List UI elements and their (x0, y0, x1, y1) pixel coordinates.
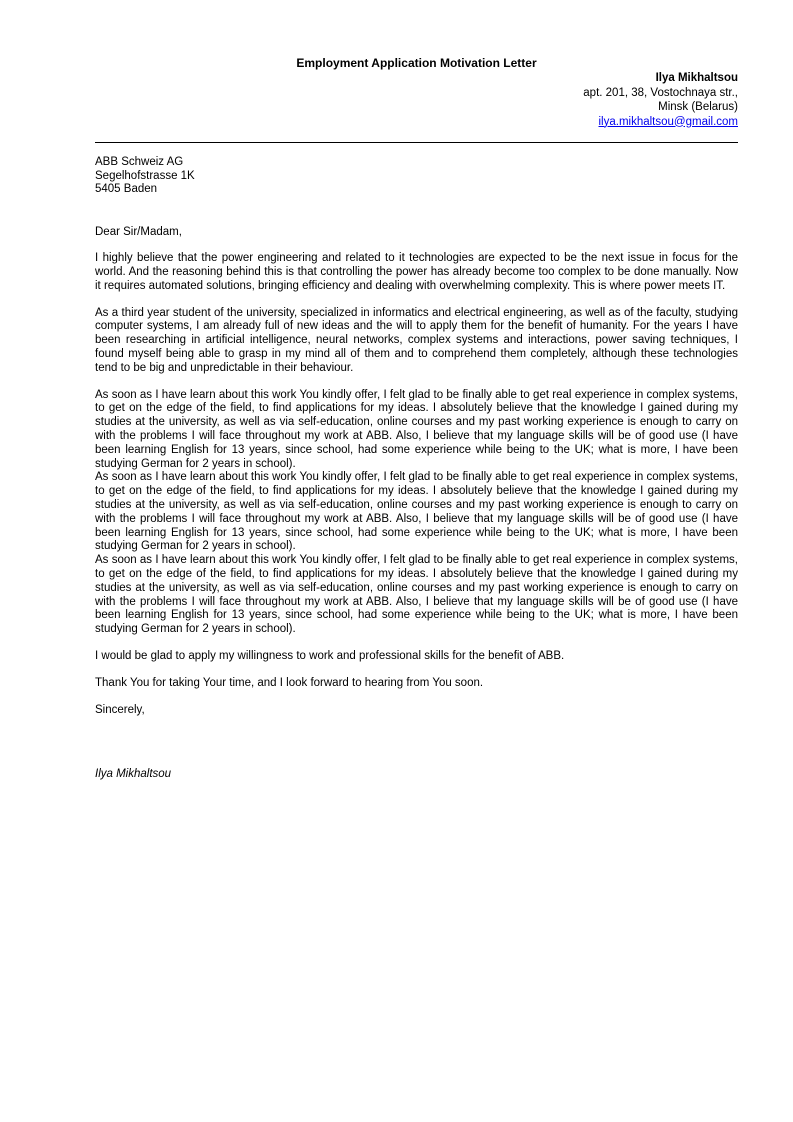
body-paragraph-1: I highly believe that the power engineering and related to it technologies are expected to be the next issue in focus for the world. And the reasoning behind this is that controlling the power has already become too complex to be done manually. Now it requires automated solutions, bringing efficiency and dealing with overwhelming complexity. This is where power meets IT. (95, 252, 738, 292)
sender-block (95, 71, 738, 129)
body-paragraph-7: Thank You for taking Your time, and I look forward to hearing from You soon. (95, 676, 484, 689)
header-divider (95, 142, 738, 143)
body-paragraph-5: As soon as I have learn about this work You kindly offer, I felt glad to be finally able to get real experience in complex systems, to get on the edge of the field, to find applications for my ideas. I absolutely believe that the knowledge I gained during my studies at the university, as well as via self-education, online courses and my past working experience is enough to carry on with the problems I will face throughout my work at ABB. Also, I believe that my language skills will be of good use (I have been learning English for 13 years, since school, had some experience while being to the UK; what is more, I have been studying German for 2 years in school). (95, 554, 738, 636)
body-paragraph-2: As a third year student of the university, specialized in informatics and electrical engineering, as well as of the faculty, studying computer systems, I am already full of new ideas and the will to apply them for the benefit of humanity. For the years I have been researching in artificial intelligence, neural networks, complex systems and interactions, power saving techniques, I found myself being able to grasp in my mind all of them and to comprehend them completely, although these technologies tend to be big and unpredictable in their behaviour. (95, 306, 738, 374)
letter-page (95, 56, 738, 782)
sender-email-link[interactable]: ilya.mikhaltsou@gmail.com (598, 115, 738, 128)
body-paragraph-4: As soon as I have learn about this work You kindly offer, I felt glad to be finally able to get real experience in complex systems, to get on the edge of the field, to find applications for my ideas. I absolutely believe that the knowledge I gained during my studies at the university, as well as via self-education, online courses and my past working experience is enough to carry on with the problems I will face throughout my work at ABB. Also, I believe that my language skills will be of good use (I have been learning English for 13 years, since school, had some experience while being to the UK; what is more, I have been studying German for 2 years in school). (95, 471, 738, 553)
sender-address-line1: apt. 201, 38, Vostochnaya str., (583, 86, 738, 99)
body-paragraph-6: I would be glad to apply my willingness to work and professional skills for the benefit of ABB. (95, 650, 565, 663)
recipient-street: Segelhofstrasse 1K (95, 169, 195, 182)
recipient-company: ABB Schweiz AG (95, 156, 184, 168)
sender-address-line2: Minsk (Belarus) (658, 101, 738, 113)
body-paragraph-3: As soon as I have learn about this work You kindly offer, I felt glad to be finally able to get real experience in complex systems, to get on the edge of the field, to find applications for my ideas. I absolutely believe that the knowledge I gained during my studies at the university, as well as via self-education, online courses and my past working experience is enough to carry on with the problems I will face throughout my work at ABB. Also, I believe that my language skills will be of good use (I have been learning English for 13 years, since school, had some experience while being to the UK; what is more, I have been studying German for 2 years in school). (95, 388, 738, 470)
signature: Ilya Mikhaltsou (95, 768, 172, 781)
recipient-block (95, 156, 738, 197)
document-title: Employment Application Motivation Letter (296, 56, 537, 70)
sender-name: Ilya Mikhaltsou (655, 72, 738, 84)
salutation: Dear Sir/Madam, (95, 225, 182, 238)
recipient-city: 5405 Baden (95, 183, 158, 195)
closing: Sincerely, (95, 703, 145, 716)
